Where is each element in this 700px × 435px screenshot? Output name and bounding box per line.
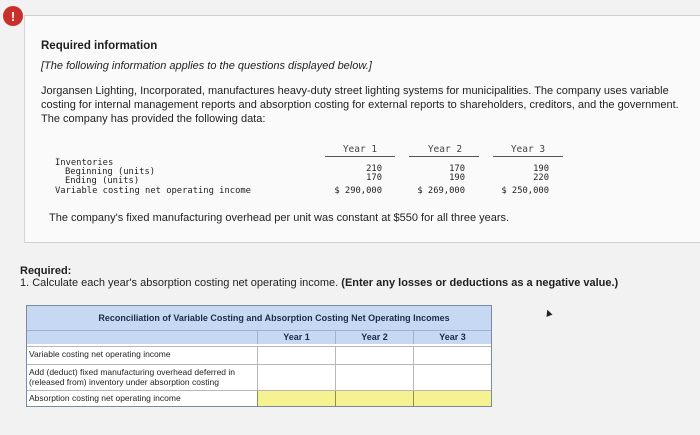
- deferred-year-1-input[interactable]: [257, 365, 335, 390]
- ending-year-3: 220: [533, 173, 549, 183]
- ending-year-2: 190: [449, 173, 465, 183]
- recon-year-3-header: Year 3: [413, 331, 491, 344]
- year-3-rule: [493, 156, 563, 157]
- vcni-year-3-input[interactable]: [413, 347, 491, 364]
- beginning-year-1: 210: [366, 164, 382, 174]
- ending-units-label: Ending (units): [65, 176, 140, 186]
- header-spacer: [27, 331, 257, 344]
- year-2-rule: [409, 156, 479, 157]
- required-information-title: Required information: [41, 40, 158, 52]
- row-label-vcni: Variable costing net operating income: [29, 349, 171, 359]
- alert-icon: !: [3, 6, 23, 26]
- variable-costing-noi-label: Variable costing net operating income: [55, 186, 251, 196]
- beginning-year-2: 170: [449, 164, 465, 174]
- table-row: [27, 390, 491, 406]
- ending-year-1: 170: [366, 173, 382, 183]
- fixed-overhead-note: The company's fixed manufacturing overhead per unit was constant at $550 for all three years.: [49, 212, 510, 224]
- vcni-year-2-input[interactable]: [335, 347, 413, 364]
- year-1-rule: [325, 156, 395, 157]
- required-title: Required:: [20, 265, 72, 277]
- problem-intro: Jorgansen Lighting, Incorporated, manufactures heavy-duty street lighting systems for municipalities. The company uses variable costing for internal management reports and absorption costing for external reports to shareholders, creditors, and the government. The company has provided the following data:: [41, 85, 679, 125]
- absorption-year-2-total: [335, 391, 413, 406]
- row-label-absorption-noi: Absorption costing net operating income: [29, 393, 181, 403]
- reconciliation-title: Reconciliation of Variable Costing and Absorption Costing Net Operating Incomes: [27, 306, 491, 330]
- beginning-year-3: 190: [533, 164, 549, 174]
- required-question: [20, 277, 618, 289]
- absorption-year-3-total: [413, 391, 491, 406]
- beginning-units-label: Beginning (units): [65, 167, 156, 177]
- recon-year-2-header: Year 2: [335, 331, 413, 344]
- year-3-header: Year 3: [510, 144, 546, 155]
- year-1-header: Year 1: [342, 144, 378, 155]
- vcni-year-1: $ 290,000: [334, 186, 382, 196]
- table-row: [27, 364, 491, 390]
- vcni-year-3: $ 250,000: [501, 186, 549, 196]
- row-label-deferred-overhead: Add (deduct) fixed manufacturing overhead deferred in (released from) inventory under absorption costing: [29, 367, 236, 387]
- vcni-year-2: $ 269,000: [417, 186, 465, 196]
- year-2-header: Year 2: [427, 144, 463, 155]
- mouse-cursor-icon: ▲: [541, 305, 556, 321]
- required-question-emphasis: (Enter any losses or deductions as a negative value.): [341, 277, 619, 289]
- absorption-year-1-total: [257, 391, 335, 406]
- reconciliation-header-row: [27, 330, 491, 344]
- vcni-year-1-input[interactable]: [257, 347, 335, 364]
- required-information-panel: [24, 15, 700, 243]
- recon-year-1-header: Year 1: [257, 331, 335, 344]
- deferred-year-3-input[interactable]: [413, 365, 491, 390]
- reconciliation-table: [26, 305, 492, 407]
- required-information-subtitle: [The following information applies to the questions displayed below.]: [41, 60, 372, 72]
- table-row: [27, 346, 491, 364]
- inventories-label: Inventories: [55, 158, 114, 168]
- deferred-year-2-input[interactable]: [335, 365, 413, 390]
- required-question-text: 1. Calculate each year's absorption costing net operating income.: [20, 277, 339, 289]
